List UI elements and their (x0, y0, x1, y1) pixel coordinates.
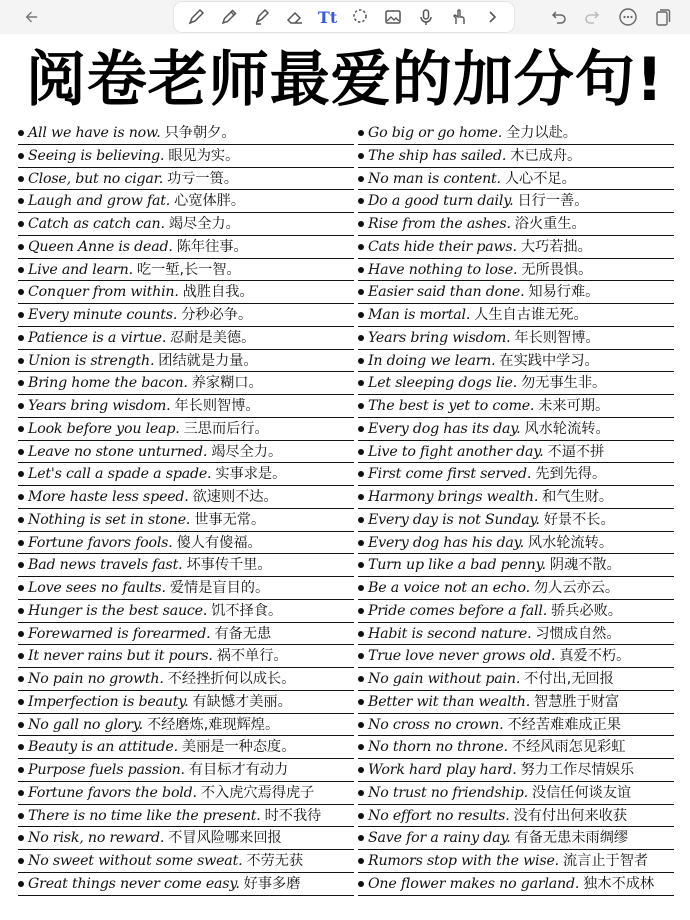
chinese-translation: 在实践中学习。 (499, 352, 599, 369)
highlighter-icon[interactable] (250, 5, 274, 29)
bullet-icon (358, 585, 364, 591)
phrase-row (18, 736, 354, 759)
bullet-icon (358, 813, 364, 819)
chinese-translation: 流言止于智者 (562, 853, 649, 869)
bullet-icon (358, 449, 364, 455)
bullet-icon (358, 676, 364, 682)
english-phrase: Easier said than done. (368, 284, 525, 301)
english-phrase: Habit is second nature. (368, 625, 532, 642)
phrase-row (18, 259, 354, 282)
bullet-icon (18, 517, 24, 523)
bullet-icon (18, 426, 24, 432)
phrase-row (18, 805, 354, 828)
phrase-row (358, 509, 674, 532)
chinese-translation: 人生自古谁无死。 (474, 307, 588, 323)
chinese-translation: 爱情是盲目的。 (169, 580, 270, 596)
english-phrase: Work hard play hard. (368, 762, 517, 778)
bullet-icon (358, 767, 364, 773)
chinese-translation: 美丽是一种态度。 (181, 739, 296, 756)
english-phrase: Save for a rainy day. (368, 830, 511, 847)
phrase-row (358, 190, 674, 213)
english-phrase: One flower makes no garland. (368, 875, 580, 892)
image-icon[interactable] (381, 5, 405, 29)
english-phrase: Better wit than wealth. (368, 693, 531, 710)
english-phrase: Seeing is believing. (28, 147, 165, 164)
english-phrase: Laugh and grow fat. (28, 193, 171, 210)
chinese-translation: 忍耐是美德。 (170, 329, 256, 346)
bullet-icon (358, 631, 364, 637)
bullet-icon (18, 767, 24, 773)
phrase-row (358, 782, 674, 805)
bullet-icon (358, 699, 364, 705)
english-phrase: Man is mortal. (368, 307, 471, 323)
chinese-translation: 陈年往事。 (176, 238, 248, 255)
phrase-row (358, 759, 674, 782)
microphone-icon[interactable] (414, 5, 438, 29)
chinese-translation: 骄兵必败。 (551, 602, 622, 619)
bullet-icon (358, 426, 364, 432)
chinese-translation: 团结就是力量。 (158, 352, 258, 369)
bullet-icon (18, 631, 24, 637)
chinese-translation: 无所畏惧。 (521, 261, 593, 278)
chinese-translation: 世事无常。 (194, 511, 266, 528)
bullet-icon (18, 244, 24, 250)
english-phrase: Hunger is the best sauce. (28, 602, 208, 619)
bullet-icon (358, 153, 364, 159)
english-phrase: All we have is now. (28, 125, 161, 141)
bullet-icon (358, 198, 364, 204)
bullet-icon (358, 267, 364, 273)
english-phrase: Great things never come easy. (28, 875, 240, 892)
phrase-row (18, 532, 354, 555)
phrase-row (18, 213, 354, 236)
phrase-row (358, 600, 674, 623)
chinese-translation: 只争朝夕。 (164, 125, 236, 141)
phrase-row (358, 668, 674, 691)
bullet-icon (358, 176, 364, 182)
chinese-translation: 不冒风险哪来回报 (168, 830, 282, 847)
english-phrase: No gain without pain. (368, 671, 521, 687)
phrase-row (358, 645, 674, 668)
chinese-translation: 习惯成自然。 (535, 625, 621, 642)
tool-palette (174, 2, 514, 32)
english-phrase: Patience is a virtue. (28, 329, 167, 346)
chinese-translation: 竭尽全力。 (211, 443, 283, 460)
english-phrase: Be a voice not an echo. (368, 580, 530, 596)
chinese-translation: 全力以赴。 (506, 125, 577, 141)
chinese-translation: 吃一堑,长一智。 (136, 261, 241, 278)
phrase-row (18, 463, 354, 486)
pencil-icon[interactable] (217, 5, 241, 29)
bullet-icon (18, 289, 24, 295)
phrase-row (358, 623, 674, 646)
chinese-translation: 傻人有傻福。 (176, 534, 262, 551)
chinese-translation: 未来可期。 (538, 398, 610, 414)
phrase-row (358, 145, 674, 168)
bullet-icon (18, 585, 24, 591)
chinese-translation: 大巧若拙。 (520, 238, 592, 255)
phrase-row (18, 554, 354, 577)
chinese-translation: 三思而后行。 (183, 420, 269, 437)
english-phrase: No sweet without some sweat. (28, 853, 243, 869)
english-phrase: Rumors stop with the wise. (368, 853, 559, 869)
bullet-icon (358, 358, 364, 364)
phrase-row (358, 281, 674, 304)
english-phrase: No gall no glory. (28, 716, 143, 733)
english-phrase: Look before you leap. (28, 420, 180, 437)
phrase-row (358, 873, 674, 896)
chinese-translation: 坏事传千里。 (186, 557, 272, 574)
bullet-icon (18, 790, 24, 796)
phrase-row (358, 805, 674, 828)
bullet-icon (18, 380, 24, 386)
bullet-icon (358, 471, 364, 477)
english-phrase: Conquer from within. (28, 284, 179, 301)
chinese-translation: 实事求是。 (215, 466, 287, 483)
bullet-icon (18, 562, 24, 568)
redo-icon[interactable] (581, 5, 605, 29)
phrase-row (358, 463, 674, 486)
english-phrase: Turn up like a bad penny. (368, 557, 546, 574)
english-phrase: Rise from the ashes. (368, 216, 511, 232)
chinese-translation: 勿无事生非。 (521, 375, 607, 392)
chinese-translation: 先到先得。 (535, 466, 607, 483)
bullet-icon (18, 471, 24, 477)
english-phrase: Every dog has his day. (368, 534, 524, 551)
english-phrase: Let sleeping dogs lie. (368, 375, 518, 392)
chinese-translation: 人心不足。 (504, 170, 576, 187)
chinese-translation: 时不我待 (264, 807, 322, 824)
english-phrase: Beauty is an attitude. (28, 739, 178, 756)
english-phrase: Every day is not Sunday. (368, 511, 540, 528)
phrase-row (18, 509, 354, 532)
english-phrase: No risk, no reward. (28, 830, 165, 847)
phrase-row (18, 850, 354, 873)
english-phrase: Pride comes before a fall. (368, 602, 548, 619)
english-phrase: First come first served. (368, 466, 532, 483)
chinese-translation: 饥不择食。 (211, 602, 283, 619)
english-phrase: Have nothing to lose. (368, 261, 518, 278)
bullet-icon (358, 722, 364, 728)
phrase-row (18, 827, 354, 850)
bullet-icon (18, 403, 24, 409)
phrase-row (18, 395, 354, 418)
chinese-translation: 阴魂不散。 (549, 557, 621, 574)
chinese-translation: 不经磨炼,难现辉煌。 (146, 716, 280, 733)
eraser-icon[interactable] (283, 5, 307, 29)
chinese-translation: 不逼不拼 (547, 443, 605, 460)
english-phrase: The ship has sailed. (368, 147, 507, 164)
chinese-translation: 祸不单行。 (216, 648, 288, 665)
phrase-row (18, 759, 354, 782)
back-arrow-icon[interactable] (18, 4, 46, 30)
more-icon[interactable] (616, 5, 640, 29)
bullet-icon (18, 176, 24, 182)
english-phrase: Bring home the bacon. (28, 375, 188, 392)
english-phrase: Harmony brings wealth. (368, 489, 539, 505)
bullet-icon (18, 676, 24, 682)
bullet-icon (358, 312, 364, 318)
bullet-icon (358, 653, 364, 659)
phrase-row (18, 645, 354, 668)
phrase-row (18, 782, 354, 805)
phrase-row (18, 145, 354, 168)
chinese-translation: 心宽体胖。 (174, 193, 246, 210)
bullet-icon (18, 881, 24, 887)
english-phrase: No thorn no throne. (368, 739, 508, 756)
bullet-icon (18, 813, 24, 819)
english-phrase: Leave no stone unturned. (28, 443, 208, 460)
phrase-row (18, 623, 354, 646)
phrase-row (358, 259, 674, 282)
chinese-translation: 有备无患 (214, 625, 272, 642)
chinese-translation: 不经挫折何以成长。 (167, 671, 296, 687)
bullet-icon (358, 244, 364, 250)
phrase-row (18, 441, 354, 464)
bullet-icon (358, 335, 364, 341)
phrase-row (358, 395, 674, 418)
bullet-icon (18, 449, 24, 455)
english-phrase: Every minute counts. (28, 307, 178, 323)
chinese-translation: 努力工作尽情娱乐 (520, 762, 635, 778)
english-phrase: No pain no growth. (28, 671, 164, 687)
page-title: 阅卷老师最爱的加分句! (25, 45, 665, 115)
phrase-row (358, 736, 674, 759)
chinese-translation: 欲速则不达。 (192, 489, 278, 505)
phrase-row (358, 418, 674, 441)
chinese-translation: 风水轮流转。 (524, 420, 610, 437)
bullet-icon (358, 540, 364, 546)
chinese-translation: 眼见为实。 (168, 147, 240, 164)
chinese-translation: 不劳无获 (246, 853, 304, 869)
phrase-row (18, 327, 354, 350)
phrase-row (18, 418, 354, 441)
bullet-icon (18, 267, 24, 273)
bullet-icon (18, 540, 24, 546)
bullet-icon (18, 335, 24, 341)
english-phrase: Live to fight another day. (368, 443, 544, 460)
phrase-row (18, 668, 354, 691)
chinese-translation: 独木不成林 (583, 875, 655, 892)
phrase-row (18, 691, 354, 714)
phrase-row (18, 190, 354, 213)
chinese-translation: 有目标才有动力 (188, 762, 289, 778)
bullet-icon (358, 403, 364, 409)
bullet-icon (18, 653, 24, 659)
phrase-row (18, 600, 354, 623)
phrase-row (18, 350, 354, 373)
chinese-translation: 和气生财。 (542, 489, 614, 505)
bullet-icon (358, 130, 364, 136)
bullet-icon (18, 608, 24, 614)
phrase-row (358, 577, 674, 600)
bullet-icon (358, 289, 364, 295)
english-phrase: There is no time like the present. (28, 807, 261, 824)
left-phrase-list (18, 122, 358, 896)
phrase-row (18, 122, 354, 145)
english-phrase: Close, but no cigar. (28, 170, 164, 187)
chinese-translation: 知易行难。 (528, 284, 600, 301)
english-phrase: No man is content. (368, 170, 501, 187)
bullet-icon (18, 358, 24, 364)
right-phrase-list (358, 122, 690, 896)
chinese-translation: 有缺憾才美丽。 (192, 693, 292, 710)
phrase-row (358, 327, 674, 350)
english-phrase: Love sees no faults. (28, 580, 166, 596)
english-phrase: True love never grows old. (368, 648, 556, 665)
english-phrase: Fortune favors fools. (28, 534, 173, 551)
phrase-row (358, 714, 674, 737)
bullet-icon (358, 221, 364, 227)
phrase-row (18, 372, 354, 395)
chinese-translation: 日行一善。 (517, 193, 589, 210)
pen-icon[interactable] (184, 5, 208, 29)
english-phrase: Forewarned is forearmed. (28, 625, 211, 642)
chinese-translation: 年长则智博。 (174, 398, 260, 414)
english-phrase: Fortune favors the bold. (28, 784, 197, 801)
top-toolbar (0, 0, 690, 34)
chinese-translation: 浴火重生。 (514, 216, 586, 232)
bullet-icon (18, 153, 24, 159)
bullet-icon (18, 699, 24, 705)
phrase-row (358, 213, 674, 236)
chinese-translation: 竭尽全力。 (168, 216, 240, 232)
english-phrase: The best is yet to come. (368, 398, 535, 414)
chinese-translation: 分秒必争。 (181, 307, 253, 323)
english-phrase: Do a good turn daily. (368, 193, 514, 210)
phrase-row (358, 122, 674, 145)
english-phrase: Go big or go home. (368, 125, 503, 141)
phrase-row (358, 350, 674, 373)
chevron-right-icon[interactable] (480, 5, 504, 29)
chinese-translation: 真爱不朽。 (559, 648, 631, 665)
chinese-translation: 好景不长。 (543, 511, 615, 528)
chinese-translation: 没有付出何来收获 (513, 807, 628, 824)
phrase-row (358, 372, 674, 395)
chinese-translation: 不付出,无回报 (524, 671, 614, 687)
chinese-translation: 智慧胜于财富 (534, 693, 620, 710)
chinese-translation: 战胜自我。 (182, 284, 254, 301)
english-phrase: Years bring wisdom. (28, 398, 171, 414)
chinese-translation: 年长则智博。 (514, 329, 600, 346)
phrase-row (18, 714, 354, 737)
bullet-icon (18, 198, 24, 204)
english-phrase: It never rains but it pours. (28, 648, 213, 665)
english-phrase: Every dog has its day. (368, 420, 521, 437)
bullet-icon (18, 858, 24, 864)
phrase-row (18, 304, 354, 327)
english-phrase: Live and learn. (28, 261, 133, 278)
phrase-row (358, 827, 674, 850)
touch-pen-icon[interactable] (447, 5, 471, 29)
phrase-row (18, 577, 354, 600)
chinese-translation: 不经风雨怎见彩虹 (511, 739, 626, 756)
bullet-icon (358, 608, 364, 614)
english-phrase: Catch as catch can. (28, 216, 165, 232)
bullet-icon (358, 858, 364, 864)
phrase-row (18, 168, 354, 191)
phrase-row (358, 486, 674, 509)
english-phrase: Let's call a spade a spade. (28, 466, 212, 483)
english-phrase: Bad news travels fast. (28, 557, 183, 574)
pages-icon[interactable] (651, 5, 675, 29)
bullet-icon (18, 312, 24, 318)
text-tool-icon[interactable]: Tt (317, 7, 338, 27)
chinese-translation: 不经苦难难成正果 (507, 716, 621, 733)
chinese-translation: 不入虎穴焉得虎子 (200, 784, 315, 801)
bullet-icon (358, 380, 364, 386)
bullet-icon (358, 790, 364, 796)
bullet-icon (358, 517, 364, 523)
bullet-icon (18, 722, 24, 728)
english-phrase: Imperfection is beauty. (28, 693, 189, 710)
chinese-translation: 风水轮流转。 (527, 534, 614, 551)
phrase-row (18, 281, 354, 304)
phrase-row (358, 304, 674, 327)
phrase-row (358, 691, 674, 714)
chinese-translation: 没信任何谈友谊 (531, 784, 632, 801)
phrase-row (358, 532, 674, 555)
chinese-translation: 好事多磨 (243, 875, 301, 892)
english-phrase: Purpose fuels passion. (28, 762, 185, 778)
phrase-row (358, 441, 674, 464)
chinese-translation: 勿人云亦云。 (533, 580, 620, 596)
bullet-icon (358, 744, 364, 750)
english-phrase: More haste less speed. (28, 489, 189, 505)
bullet-icon (18, 494, 24, 500)
lasso-icon[interactable] (348, 5, 372, 29)
bullet-icon (358, 881, 364, 887)
chinese-translation: 养家糊口。 (191, 375, 263, 392)
phrase-row (358, 168, 674, 191)
bullet-icon (18, 835, 24, 841)
bullet-icon (358, 835, 364, 841)
bullet-icon (18, 221, 24, 227)
phrase-row (358, 236, 674, 259)
english-phrase: Queen Anne is dead. (28, 238, 173, 255)
chinese-translation: 木已成舟。 (510, 147, 582, 164)
english-phrase: In doing we learn. (368, 352, 496, 369)
undo-icon[interactable] (546, 5, 570, 29)
bullet-icon (18, 130, 24, 136)
chinese-translation: 功亏一篑。 (167, 170, 238, 187)
english-phrase: Union is strength. (28, 352, 155, 369)
phrase-row (18, 873, 354, 896)
phrase-row (358, 850, 674, 873)
bullet-icon (358, 494, 364, 500)
chinese-translation: 有备无患未雨绸缪 (514, 830, 629, 847)
bullet-icon (18, 744, 24, 750)
english-phrase: Cats hide their paws. (368, 238, 517, 255)
bullet-icon (358, 562, 364, 568)
phrase-row (18, 486, 354, 509)
english-phrase: Nothing is set in stone. (28, 511, 191, 528)
english-phrase: No trust no friendship. (368, 784, 528, 801)
english-phrase: Years bring wisdom. (368, 329, 511, 346)
phrase-row (358, 554, 674, 577)
english-phrase: No cross no crown. (368, 716, 504, 733)
english-phrase: No effort no results. (368, 807, 510, 824)
phrase-row (18, 236, 354, 259)
toolbar-right-actions (540, 2, 680, 32)
